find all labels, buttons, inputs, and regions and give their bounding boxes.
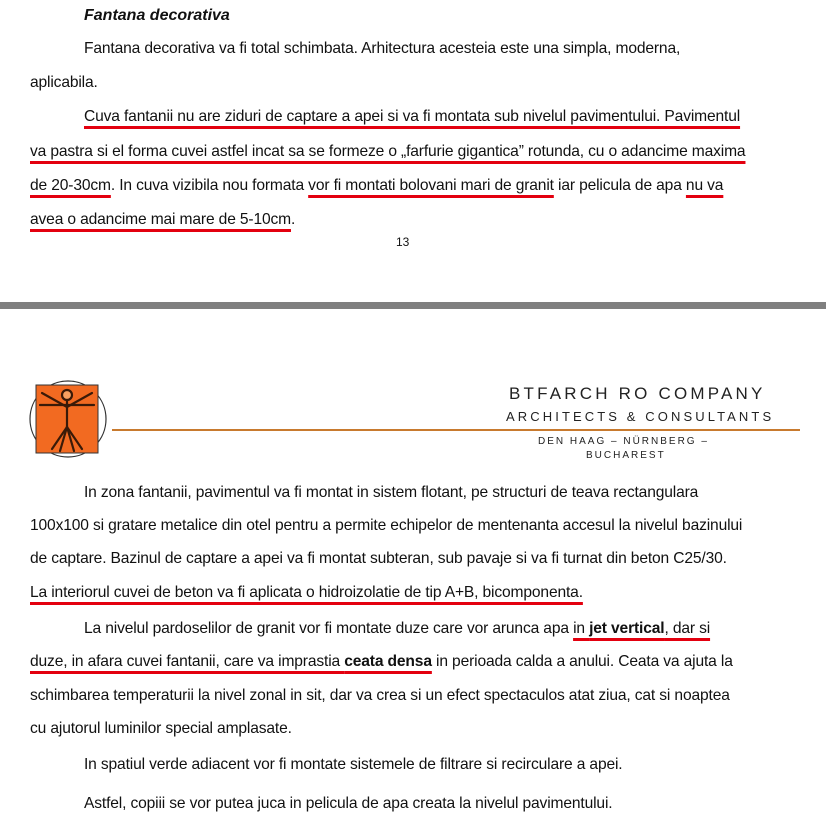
page-separator bbox=[0, 302, 826, 309]
paragraph-line bbox=[84, 795, 612, 813]
paragraph-line bbox=[30, 584, 583, 602]
paragraph-line bbox=[30, 687, 774, 705]
highlighted-text: de 20-30cm bbox=[30, 177, 111, 194]
paragraph-line bbox=[30, 143, 774, 161]
paragraph-line bbox=[84, 756, 623, 774]
text-run: 100x100 si gratare metalice din otel pentru a permite echipelor de mentenanta accesul la nivelul bazinului bbox=[30, 517, 743, 534]
company-city: BUCHAREST bbox=[586, 450, 666, 461]
text-run: Fantana decorativa va fi total schimbata. Arhitectura acesteia este una simpla, moderna, bbox=[84, 40, 681, 57]
paragraph-line bbox=[84, 108, 774, 126]
text-run: In spatiul verde adiacent vor fi montate sistemele de filtrare si recirculare a apei. bbox=[84, 756, 623, 773]
paragraph-line bbox=[30, 517, 774, 535]
header-rule bbox=[112, 429, 800, 431]
paragraph-line bbox=[84, 484, 774, 502]
text-run: In zona fantanii, pavimentul va fi montat in sistem flotant, pe structuri de teava rectangulara bbox=[84, 484, 699, 501]
highlighted-text: duze, in afara cuvei fantanii, care va imprastia bbox=[30, 653, 345, 670]
highlighted-text: La interiorul cuvei de beton va fi aplicata o hidroizolatie de tip A+B, bicomponenta. bbox=[30, 584, 583, 601]
text-run: schimbarea temperaturii la nivel zonal in sit, dar va crea si un efect spectaculos atat ziua, cat si noaptea bbox=[30, 687, 730, 704]
highlighted-bold-text: ceata densa bbox=[344, 653, 432, 670]
text-run: aplicabila. bbox=[30, 74, 98, 91]
highlighted-text: va pastra si el forma cuvei astfel incat sa se formeze o „farfurie gigantica” rotunda, cu o adancime maxima bbox=[30, 143, 746, 160]
company-cities: DEN HAAG – NÜRNBERG – bbox=[538, 436, 709, 447]
paragraph-line bbox=[30, 653, 733, 671]
paragraph-line bbox=[30, 211, 295, 229]
vitruvian-man-logo-icon bbox=[28, 379, 112, 463]
highlighted-bold-text: jet vertical bbox=[589, 620, 665, 637]
company-subtitle: ARCHITECTS & CONSULTANTS bbox=[506, 409, 775, 424]
text-run: in perioada calda a anului. Ceata va ajuta la bbox=[431, 653, 733, 670]
section-heading: Fantana decorativa bbox=[84, 7, 230, 24]
paragraph-line bbox=[30, 74, 98, 92]
highlighted-text: in bbox=[573, 620, 590, 637]
text-run: Astfel, copiii se vor putea juca in pelicula de apa creata la nivelul pavimentului. bbox=[84, 795, 613, 812]
highlighted-text: Cuva fantanii nu are ziduri de captare a apei si va fi montata sub nivelul pavimentului. Pavimentul bbox=[84, 108, 741, 125]
highlighted-text: , dar si bbox=[664, 620, 711, 637]
text-run: La nivelul pardoselilor de granit vor fi montate duze care vor arunca apa bbox=[84, 620, 574, 637]
paragraph-line bbox=[84, 620, 710, 638]
company-name: BTFARCH RO COMPANY bbox=[509, 384, 766, 403]
paragraph-line bbox=[30, 550, 774, 568]
highlighted-text: avea o adancime mai mare de 5-10cm bbox=[30, 211, 291, 228]
document-page-14 bbox=[0, 311, 826, 825]
page-number: 13 bbox=[396, 235, 410, 249]
text-run: de captare. Bazinul de captare a apei va fi montat subteran, sub pavaje si va fi turnat din beton C25/30. bbox=[30, 550, 727, 567]
paragraph-line bbox=[84, 40, 774, 58]
text-run: . bbox=[291, 211, 296, 228]
text-run: iar pelicula de apa bbox=[553, 177, 686, 194]
text-run: cu ajutorul luminilor special amplasate. bbox=[30, 720, 292, 737]
highlighted-text: nu va bbox=[685, 177, 724, 194]
paragraph-line bbox=[30, 177, 723, 195]
highlighted-text: vor fi montati bolovani mari de granit bbox=[308, 177, 554, 194]
text-run: . In cuva vizibila nou formata bbox=[110, 177, 309, 194]
paragraph-line bbox=[30, 720, 292, 738]
document-page-13 bbox=[0, 0, 826, 300]
